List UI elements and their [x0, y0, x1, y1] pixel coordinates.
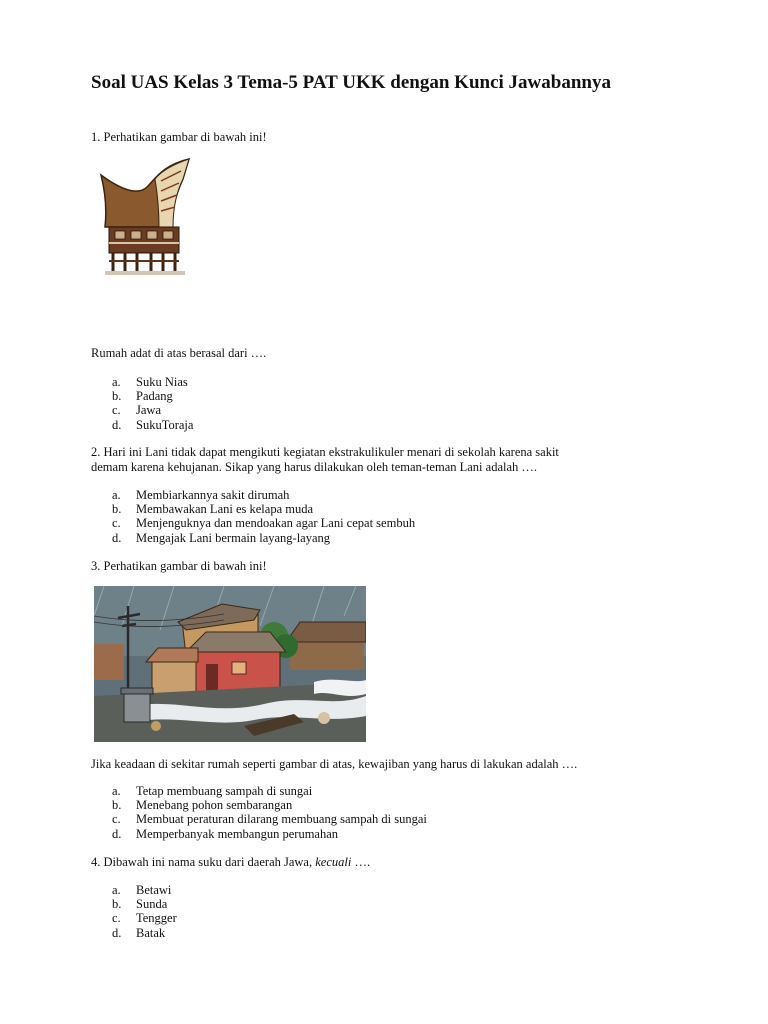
list-item: a. Membiarkannya sakit dirumah	[112, 488, 290, 502]
q4-suffix: ….	[351, 855, 371, 869]
q1-prompt: 1. Perhatikan gambar di bawah ini!	[91, 130, 267, 144]
tongkonan-house-icon	[97, 157, 197, 277]
list-item: d. SukuToraja	[112, 417, 194, 432]
list-item: b. Padang	[112, 389, 173, 404]
list-item: c. Membuat peraturan dilarang membuang sampah di sungai	[112, 812, 427, 827]
list-item: b. Membawakan Lani es kelapa muda	[112, 502, 314, 517]
q2-options	[112, 488, 415, 545]
list-item: b. Sunda	[112, 897, 168, 912]
list-item: d. Memperbanyak membangun perumahan	[112, 826, 339, 841]
list-item: d. Mengajak Lani bermain layang-layang	[112, 530, 331, 545]
q3-question: Jika keadaan di sekitar rumah seperti gambar di atas, kewajiban yang harus di lakukan adalah ….	[91, 757, 578, 771]
q4-prompt-text: 4. Dibawah ini nama suku dari daerah Jawa,	[91, 855, 313, 869]
list-item: d. Batak	[112, 925, 166, 940]
list-item: a. Betawi	[112, 883, 172, 897]
q3-prompt: 3. Perhatikan gambar di bawah ini!	[91, 559, 267, 573]
list-item: a. Suku Nias	[112, 375, 188, 389]
list-item: c. Jawa	[112, 403, 161, 418]
q4-emphasis: kecuali	[315, 855, 352, 869]
list-item: a. Tetap membuang sampah di sungai	[112, 784, 313, 798]
q3-options	[112, 784, 427, 841]
q4-prompt	[91, 855, 691, 870]
q2-line2: demam karena kehujanan. Sikap yang harus dilakukan oleh teman-teman Lani adalah ….	[91, 460, 538, 474]
list-item: b. Menebang pohon sembarangan	[112, 798, 293, 813]
list-item: c. Tengger	[112, 911, 177, 926]
q4-options	[112, 883, 177, 940]
q1-options	[112, 375, 193, 432]
document-title: Soal UAS Kelas 3 Tema-5 PAT UKK dengan Kunci Jawabannya	[91, 72, 611, 93]
list-item: c. Menjenguknya dan mendoakan agar Lani cepat sembuh	[112, 516, 416, 531]
flood-scene-icon	[94, 586, 366, 742]
q2-line1: 2. Hari ini Lani tidak dapat mengikuti kegiatan ekstrakulikuler menari di sekolah karena sakit	[91, 445, 559, 459]
q1-question: Rumah adat di atas berasal dari ….	[91, 346, 267, 360]
